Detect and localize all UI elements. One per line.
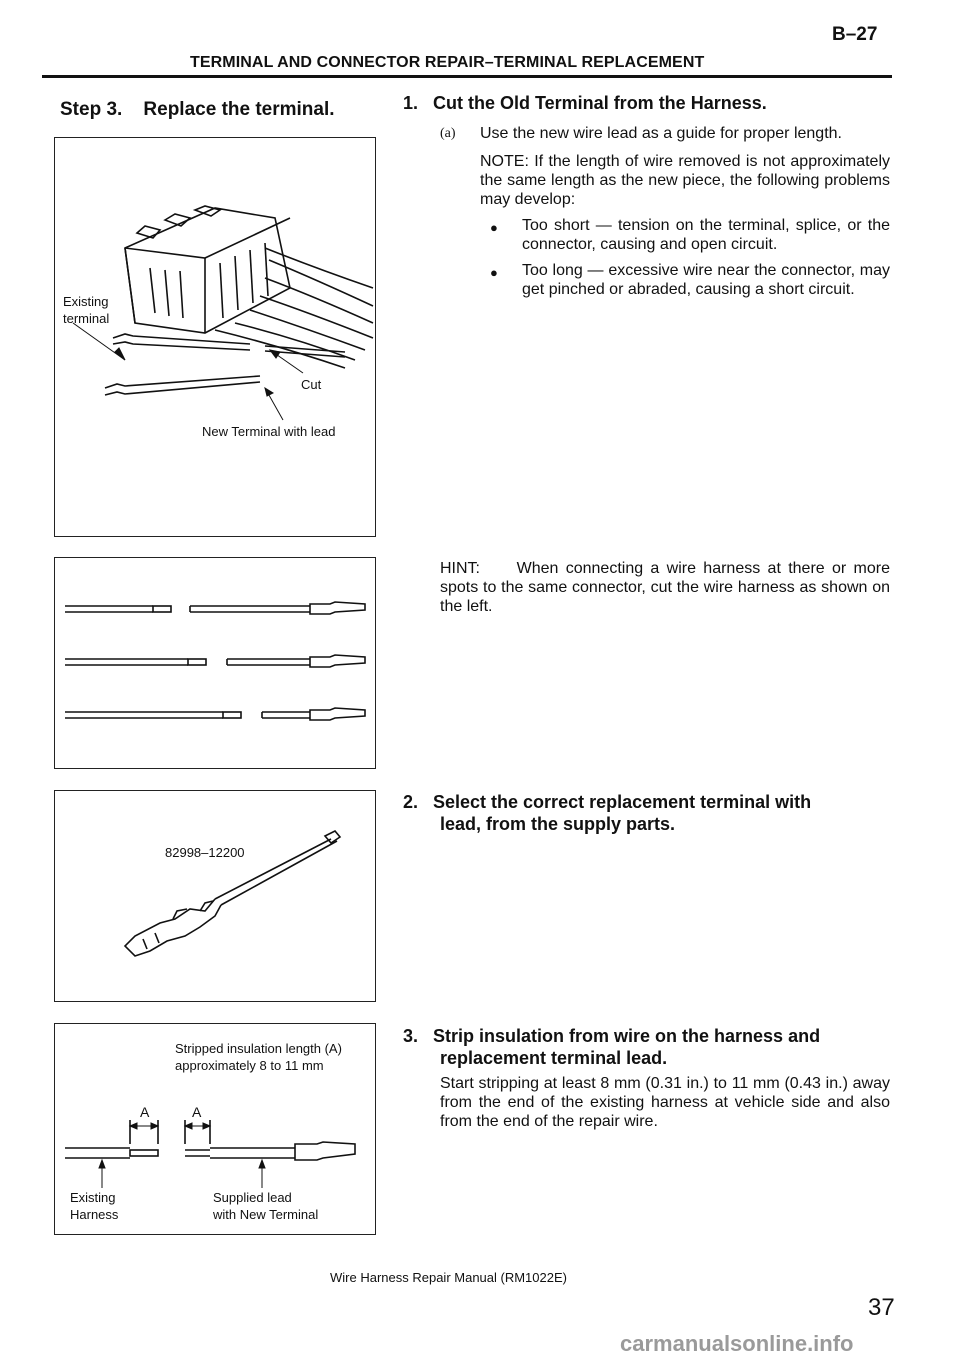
section1-title: 1. Cut the Old Terminal from the Harness.: [403, 93, 767, 113]
bullet-icon: ●: [490, 265, 498, 280]
label-part-number: 82998–12200: [165, 845, 245, 860]
footer-manual-title: Wire Harness Repair Manual (RM1022E): [330, 1270, 567, 1285]
label-existing-terminal: Existing terminal: [63, 294, 110, 326]
label-a-right: A: [192, 1104, 202, 1120]
section2-title-line2: lead, from the supply parts.: [440, 814, 676, 834]
section3-body: Start stripping at least 8 mm (0.31 in.) to 11 mm (0.43 in.) away from the end of the existing harness at vehicle side and also from the end of the repair wire.: [440, 1075, 890, 1130]
label-existing-harness: Existing Harness: [70, 1190, 119, 1222]
label-new-terminal: New Terminal with lead: [202, 424, 336, 439]
wire-harness-illustration: [55, 558, 375, 768]
replacement-terminal-illustration: [55, 791, 375, 1001]
connector-illustration: [55, 138, 375, 536]
label-supplied-lead: Supplied lead with New Terminal: [213, 1190, 319, 1222]
item-a-marker: (a): [440, 126, 456, 141]
figure-cut-lengths: [54, 557, 376, 769]
page-id: B–27: [832, 24, 878, 45]
bullet-text-long: Too long — excessive wire near the connector, may get pinched or abraded, causing a short circuit.: [522, 262, 890, 298]
figure-cut-terminal: [54, 137, 376, 537]
figure-strip-insulation: [54, 1023, 376, 1235]
note-text: NOTE: If the length of wire removed is not approximately the same length as the new piece, the following problems may develop:: [480, 153, 890, 208]
section3-title-line1: 3. Strip insulation from wire on the harness and: [403, 1026, 821, 1046]
bullet-icon: ●: [490, 220, 498, 235]
bullet-text-short: Too short — tension on the terminal, splice, or the connector, causing and open circuit.: [522, 217, 890, 253]
hint-text: HINT: When connecting a wire harness at there or more spots to the same connector, cut the wire harness as shown on the left.: [440, 560, 895, 615]
label-cut: Cut: [301, 377, 322, 392]
label-stripped-length: Stripped insulation length (A) approximately 8 to 11 mm: [175, 1041, 342, 1073]
item-a-text: Use the new wire lead as a guide for proper length.: [480, 125, 842, 142]
figure-supply-terminal: [54, 790, 376, 1002]
header-rule: [42, 75, 892, 78]
section3-title-line2: replacement terminal lead.: [440, 1048, 668, 1068]
step-title: Step 3. Replace the terminal.: [60, 99, 335, 120]
watermark: carmanualsonline.info: [620, 1331, 854, 1356]
header-title: TERMINAL AND CONNECTOR REPAIR–TERMINAL REPLACEMENT: [190, 54, 705, 71]
page-number: 37: [868, 1294, 895, 1321]
label-a-left: A: [140, 1104, 150, 1120]
section2-title-line1: 2. Select the correct replacement terminal with: [403, 792, 812, 812]
